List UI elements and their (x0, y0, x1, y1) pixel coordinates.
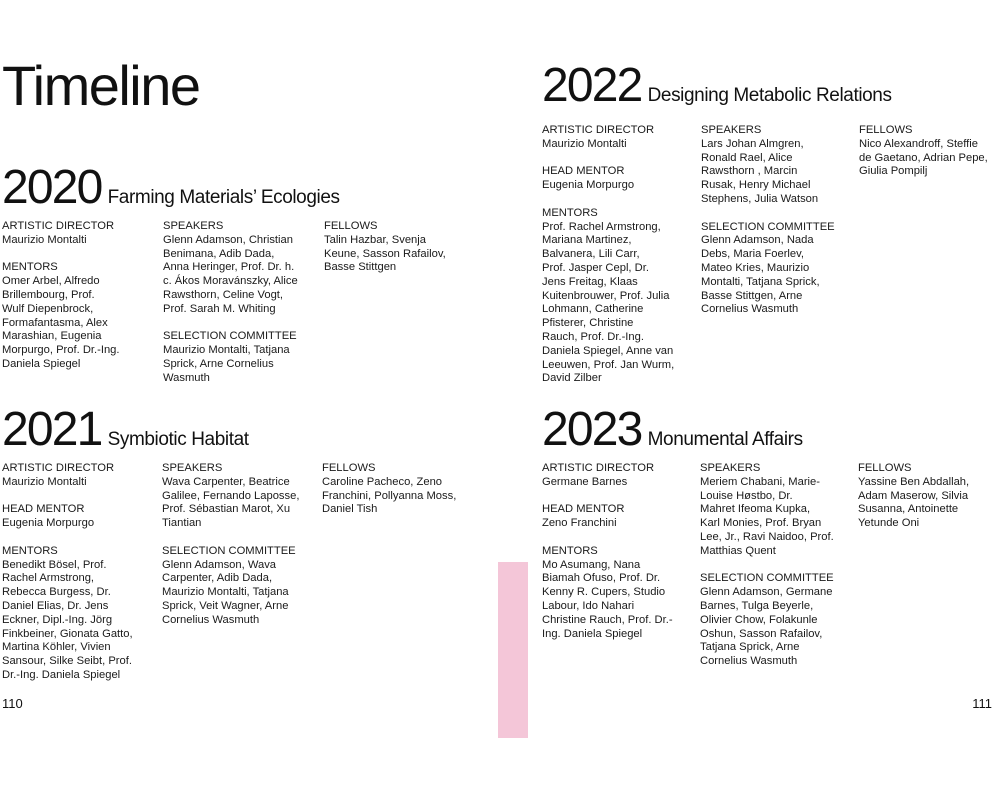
year-heading-2023 (542, 403, 803, 456)
role-heading: ARTISTIC DIRECTOR (2, 220, 115, 232)
role-heading: MENTORS (542, 206, 598, 219)
credit-block (322, 462, 482, 517)
role-heading: FELLOWS (859, 124, 913, 136)
role-heading: MENTORS (2, 544, 58, 557)
credit-block (324, 220, 484, 275)
role-names: Omer Arbel, Alfredo Brillembourg, Prof. Wulf Diepenbrock, Formafantasma, Alex Marashian, Eugenia Morpurgo, Prof. Dr.-Ing. Daniela Spiegel (2, 275, 120, 370)
role-heading: FELLOWS (324, 220, 378, 232)
role-names: Germane Barnes (542, 475, 628, 488)
role-names: Talin Hazbar, Svenja Keune, Sasson Rafailov, Basse Stittgen (324, 233, 446, 274)
role-heading: SELECTION COMMITTEE (162, 544, 296, 557)
credit-block (163, 330, 323, 385)
credit-block (858, 462, 998, 531)
credit-block (700, 462, 855, 559)
role-names: Zeno Franchini (542, 517, 617, 530)
page-number-right: 111 (972, 696, 992, 711)
credit-block (2, 220, 157, 248)
year-heading-2020 (2, 161, 340, 214)
role-names: Wava Carpenter, Beatrice Galilee, Fernando Laposse, Prof. Sébastian Marot, Xu Tiantian (162, 475, 300, 530)
role-heading: MENTORS (542, 544, 598, 557)
role-heading: HEAD MENTOR (542, 165, 625, 178)
column-2022-2 (701, 124, 856, 331)
role-heading: SPEAKERS (700, 462, 761, 474)
role-names: Nico Alexandroff, Steffie de Gaetano, Adrian Pepe, Giulia Pompilj (859, 137, 988, 178)
credit-block (701, 124, 856, 207)
credit-block (542, 545, 697, 642)
credit-block (2, 261, 157, 371)
year-subtitle: Farming Materials’ Ecologies (107, 187, 340, 208)
column-2022-3 (859, 124, 999, 193)
year-heading-2021 (2, 403, 249, 456)
year-number: 2022 (542, 59, 642, 112)
role-heading: SELECTION COMMITTEE (701, 220, 835, 233)
role-heading: ARTISTIC DIRECTOR (542, 124, 655, 136)
role-heading: HEAD MENTOR (542, 503, 625, 516)
role-names: Glenn Adamson, Christian Benimana, Adib Dada, Anna Heringer, Prof. Dr. h. c. Ákos Moravánszky, Alice Rawsthorn, Celine Vogt, Prof. Sarah M. Whiting (163, 233, 298, 315)
role-names: Eugenia Morpurgo (542, 179, 635, 192)
role-names: Lars Johan Almgren, Ronald Rael, Alice Rawsthorn , Marcin Rusak, Henry Michael Stephens, Julia Watson (701, 137, 819, 205)
column-2021-1 (2, 462, 157, 697)
credit-block (542, 165, 697, 193)
year-heading-2022 (542, 59, 892, 112)
column-2023-3 (858, 462, 998, 545)
column-2020-3 (324, 220, 484, 289)
role-names: Glenn Adamson, Germane Barnes, Tulga Beyerle, Olivier Chow, Folakunle Oshun, Sasson Rafailov, Tatjana Sprick, Arne Cornelius Wasmuth (700, 586, 833, 668)
year-number: 2023 (542, 403, 642, 456)
role-names: Maurizio Montalti, Tatjana Sprick, Arne Cornelius Wasmuth (163, 344, 290, 384)
year-subtitle: Monumental Affairs (647, 429, 803, 450)
role-heading: MENTORS (2, 261, 58, 274)
column-2020-2 (163, 220, 323, 399)
role-heading: ARTISTIC DIRECTOR (2, 462, 115, 474)
year-subtitle: Symbiotic Habitat (107, 429, 249, 450)
role-names: Meriem Chabani, Marie- Louise Høstbo, Dr. Mahret Ifeoma Kupka, Karl Monies, Prof. Bryan Lee, Jr., Ravi Naidoo, Prof. Matthias Quent (700, 475, 834, 557)
credit-block (162, 545, 322, 628)
role-names: Eugenia Morpurgo (2, 517, 95, 530)
role-names: Caroline Pacheco, Zeno Franchini, Pollyanna Moss, Daniel Tish (322, 475, 457, 516)
column-2021-2 (162, 462, 322, 641)
credit-block (701, 221, 856, 318)
role-heading: ARTISTIC DIRECTOR (542, 462, 655, 474)
credit-block (700, 572, 855, 669)
role-names: Maurizio Montalti (2, 475, 87, 488)
pink-accent-bar (498, 562, 528, 738)
role-heading: SELECTION COMMITTEE (700, 572, 834, 585)
credit-block (542, 124, 697, 152)
year-number: 2021 (2, 403, 102, 456)
role-names: Glenn Adamson, Wava Carpenter, Adib Dada, Maurizio Montalti, Tatjana Sprick, Veit Wagner, Arne Cornelius Wasmuth (162, 558, 289, 626)
role-names: Mo Asumang, Nana Biamah Ofuso, Prof. Dr. Kenny R. Cupers, Studio Labour, Ido Nahari Christine Rauch, Prof. Dr.- Ing. Daniela Spiegel (542, 558, 673, 640)
column-2023-1 (542, 462, 697, 655)
credit-block (542, 462, 697, 490)
role-names: Benedikt Bösel, Prof. Rachel Armstrong, Rebecca Burgess, Dr. Daniel Elias, Dr. Jens Eckner, Dipl.-Ing. Jörg Finkbeiner, Gionata Gatto, Martina Köhler, Vivien Sansour, Silke Seibt, Prof. Dr.-Ing. Daniela Spiegel (2, 558, 133, 681)
role-names: Maurizio Montalti (542, 137, 627, 150)
role-names: Glenn Adamson, Nada Debs, Maria Foerlev, Mateo Kries, Maurizio Montalti, Tatjana Sprick, Basse Stittgen, Arne Cornelius Wasmuth (701, 234, 820, 316)
credit-block (2, 503, 157, 531)
credit-block (542, 207, 697, 386)
credit-block (542, 503, 697, 531)
credit-block (2, 462, 157, 490)
column-2020-1 (2, 220, 157, 386)
page-number-left: 110 (2, 696, 23, 711)
column-2021-3 (322, 462, 482, 531)
year-subtitle: Designing Metabolic Relations (647, 85, 892, 106)
role-heading: FELLOWS (322, 462, 376, 474)
role-heading: SPEAKERS (701, 124, 762, 136)
role-heading: FELLOWS (858, 462, 912, 474)
role-names: Yassine Ben Abdallah, Adam Maserow, Silvia Susanna, Antoinette Yetunde Oni (858, 475, 970, 530)
column-2023-2 (700, 462, 855, 683)
credit-block (859, 124, 999, 179)
credit-block (163, 220, 323, 317)
role-heading: SELECTION COMMITTEE (163, 330, 297, 343)
credit-block (162, 462, 322, 531)
role-heading: SPEAKERS (163, 220, 224, 232)
credit-block (2, 545, 157, 683)
role-names: Prof. Rachel Armstrong, Mariana Martinez, Balvanera, Lili Carr, Prof. Jasper Cepl, Dr. Jens Freitag, Klaas Kuitenbrouwer, Prof. Julia Lohmann, Catherine Pfisterer, Christine Rauch, Prof. Dr.-Ing. Daniela Spiegel, Anne van Leeuwen, Prof. Jan Wurm, David Zilber (542, 220, 675, 385)
role-heading: SPEAKERS (162, 462, 223, 474)
role-heading: HEAD MENTOR (2, 503, 85, 516)
page-title: Timeline (2, 54, 200, 117)
year-number: 2020 (2, 161, 102, 214)
role-names: Maurizio Montalti (2, 233, 87, 246)
column-2022-1 (542, 124, 697, 400)
